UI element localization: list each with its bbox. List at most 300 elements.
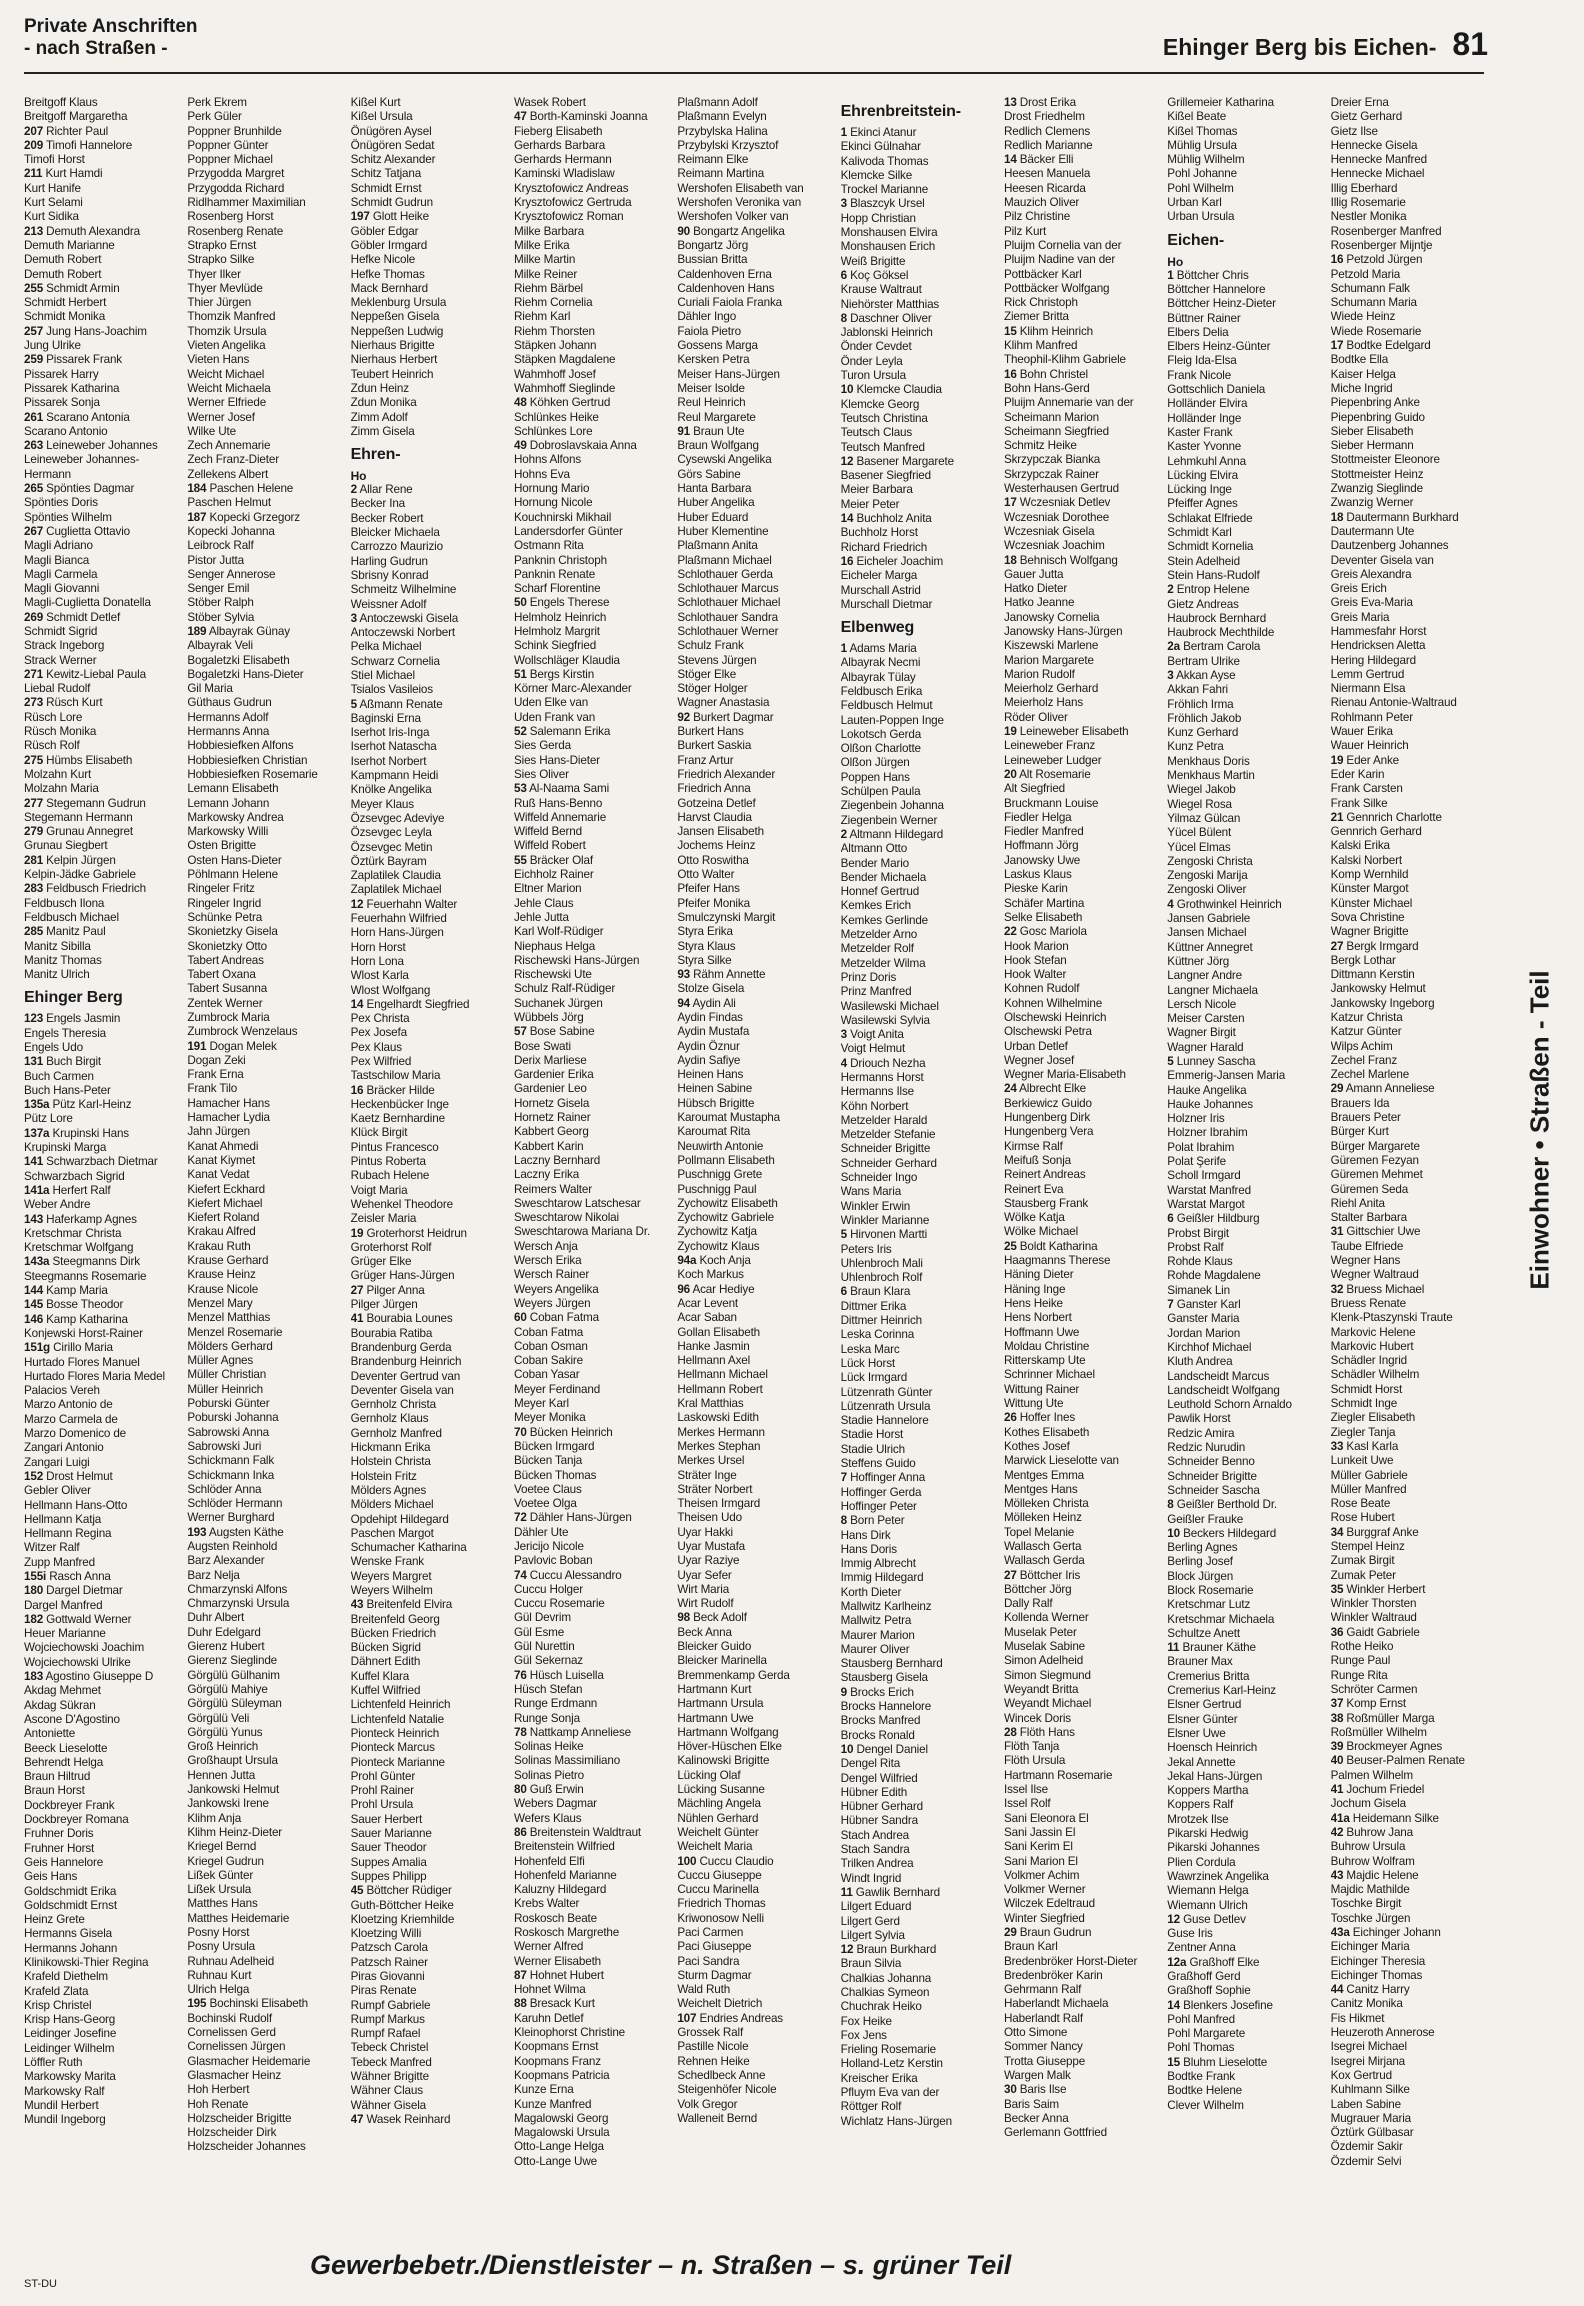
resident-entry: Matthes Heidemarie (187, 1911, 290, 1925)
resident-entry: Hermanns Anna (187, 725, 270, 739)
resident-entry: Moldau Christine (1003, 1339, 1090, 1353)
resident-entry: 7 Hoffinger Anna (840, 1471, 926, 1485)
resident-entry: Koopmans Ernst (513, 2040, 599, 2054)
resident-entry: Dogan Zeki (187, 1053, 246, 1067)
resident-entry: Bender Mario (840, 856, 909, 870)
resident-entry: Schmidt Monika (24, 310, 106, 324)
resident-entry: Guse Iris (1167, 1927, 1213, 1941)
resident-entry: Meier Peter (840, 497, 900, 511)
resident-entry: 107 Endries Andreas (677, 2011, 783, 2025)
resident-entry: Scheimann Marion (1003, 410, 1100, 424)
resident-entry: Ostmann Rita (513, 539, 584, 553)
resident-entry: Matthes Hans (187, 1897, 258, 1911)
house-number: 14 (1167, 1998, 1180, 2012)
resident-entry: Wojciechowski Ulrike (24, 1655, 131, 1669)
resident-entry: Poppner Brunhilde (187, 124, 282, 138)
house-number: 275 (24, 753, 44, 767)
resident-entry: Heuer Marianne (24, 1627, 106, 1641)
resident-entry: Wagner Harald (1167, 1040, 1244, 1054)
resident-entry: Fox Heike (840, 2014, 892, 2028)
resident-entry: Lauten-Poppen Inge (840, 713, 944, 727)
house-number: 6 (1167, 1212, 1174, 1226)
resident-entry: 49 Dobroslavskaia Anna (513, 439, 637, 453)
resident-entry: Grüger Hans-Jürgen (350, 1269, 455, 1283)
resident-entry: Pikarski Johannes (1167, 1841, 1260, 1855)
resident-entry: 8 Geißler Berthold Dr. (1167, 1498, 1278, 1512)
resident-entry: Eicheler Marga (840, 569, 918, 583)
resident-entry: 283 Feldbusch Friedrich (24, 882, 146, 896)
resident-entry: 90 Bongartz Angelika (677, 224, 785, 238)
resident-entry: Wahmhoff Josef (513, 367, 596, 381)
resident-entry: 143a Steegmanns Dirk (24, 1255, 140, 1269)
resident-entry: Pieske Karin (1003, 882, 1068, 896)
resident-entry: Pluijm Cornelia van der (1003, 238, 1122, 252)
resident-entry: 11 Brauner Käthe (1167, 1641, 1256, 1655)
resident-entry: Schedlbeck Anne (677, 2068, 766, 2082)
resident-entry: Kleinophorst Christine (513, 2026, 626, 2040)
resident-entry: Hartmann Wolfgang (677, 1725, 779, 1739)
resident-entry: Wittung Rainer (1003, 1382, 1080, 1396)
resident-entry: Schlothauer Gerda (677, 567, 773, 581)
resident-entry: Wallasch Gerta (1003, 1539, 1082, 1553)
resident-entry: Suppes Philipp (350, 1869, 427, 1883)
resident-entry: Kothes Josef (1003, 1439, 1070, 1453)
resident-entry: Sani Kerim El (1003, 1840, 1073, 1854)
resident-entry: 96 Acar Hediye (677, 1282, 755, 1296)
resident-entry: Önügören Aysel (350, 124, 432, 138)
resident-entry: Rüsch Lore (24, 710, 83, 724)
resident-entry: Zengoski Marija (1167, 869, 1248, 883)
resident-entry: Weichelt Maria (677, 1840, 753, 1854)
resident-entry: Jochum Gisela (1330, 1797, 1406, 1811)
resident-entry: 10 Klemcke Claudia (840, 383, 942, 397)
resident-entry: Fruhner Horst (24, 1841, 95, 1855)
resident-entry: Deventer Gisela van (1330, 553, 1434, 567)
resident-entry: Bücken Tanja (513, 1454, 583, 1468)
resident-entry: Lücking Susanne (677, 1783, 765, 1797)
resident-entry: Stöger Elke (677, 667, 737, 681)
resident-entry: Wirt Maria (677, 1582, 730, 1596)
resident-entry: Riehm Bärbel (513, 281, 583, 295)
resident-entry: Pohl Manfred (1167, 2012, 1236, 2026)
resident-entry: Wczesniak Gisela (1003, 524, 1095, 538)
resident-entry: Feldbusch Ilona (24, 896, 105, 910)
house-number: 43 (1330, 1868, 1344, 1882)
resident-entry: Brauers Peter (1330, 1111, 1401, 1125)
resident-entry: Lilgert Gerd (840, 1914, 900, 1928)
resident-entry: Werner Elisabeth (513, 1954, 602, 1968)
resident-entry: 43a Eichinger Johann (1330, 1926, 1441, 1939)
house-number: 1 (840, 126, 847, 139)
resident-entry: Schlünkes Lore (513, 424, 593, 438)
resident-entry: Menzel Matthias (187, 1311, 271, 1325)
resident-entry: Klemcke Georg (840, 397, 920, 411)
resident-entry: Elbers Delia (1167, 325, 1229, 339)
resident-entry: Knölke Angelika (350, 783, 432, 797)
resident-entry: Hornung Nicole (513, 496, 593, 510)
resident-entry: Lehmkuhl Anna (1167, 454, 1246, 468)
resident-entry: Pawlik Horst (1167, 1412, 1231, 1426)
resident-entry: 24 Albrecht Elke (1003, 1082, 1087, 1096)
resident-entry: Kanat Ahmedi (187, 1139, 259, 1153)
resident-entry: Schwarzbach Sigrid (24, 1169, 125, 1183)
resident-entry: Mölders Agnes (350, 1483, 427, 1497)
resident-entry: Hobbiesiefken Rosemarie (187, 767, 318, 781)
resident-entry: 191 Dogan Melek (187, 1039, 277, 1053)
column-6 (841, 96, 996, 2236)
resident-entry: Perk Güler (187, 110, 242, 124)
resident-entry: Caldenhoven Erna (677, 267, 772, 281)
resident-entry: Breitenfeld Georg (350, 1612, 440, 1626)
resident-entry: Eichholz Rainer (513, 868, 594, 882)
resident-entry: Leibrock Ralf (187, 539, 254, 553)
house-number: 271 (24, 667, 44, 681)
resident-entry: Voetee Claus (513, 1482, 582, 1496)
resident-entry: Kollenda Werner (1003, 1611, 1089, 1625)
resident-entry: 43 Breitenfeld Elvira (350, 1598, 453, 1612)
header-left-subtitle: - nach Straßen - (24, 38, 168, 59)
resident-entry: Wiede Rosemarie (1330, 324, 1422, 338)
house-number: 25 (1003, 1239, 1017, 1253)
resident-entry: Puschnigg Paul (677, 1182, 757, 1196)
resident-entry: Paci Giuseppe (677, 1940, 752, 1954)
resident-entry: Chuchrak Heiko (840, 2000, 922, 2014)
resident-entry: Gossens Marga (677, 339, 758, 353)
resident-entry: Pfluym Eva van der (840, 2086, 940, 2100)
resident-entry: Karoumat Rita (677, 1125, 751, 1139)
resident-entry: Ziegler Tanja (1330, 1425, 1396, 1439)
resident-entry: Manitz Thomas (24, 953, 102, 967)
street-heading: Ehren- (350, 446, 401, 464)
resident-entry: Gerhards Barbara (513, 138, 606, 152)
resident-entry: Hornetz Gisela (513, 1096, 590, 1110)
resident-entry: Pionteck Heinrich (350, 1726, 440, 1740)
resident-entry: Buhrow Ursula (1330, 1840, 1406, 1854)
resident-entry: Menkhaus Doris (1167, 754, 1250, 768)
resident-entry: Wczesniak Joachim (1003, 539, 1105, 553)
resident-entry: 193 Augsten Käthe (187, 1525, 284, 1539)
resident-entry: Akdag Sükran (24, 1698, 96, 1712)
resident-entry: Uhlenbroch Rolf (840, 1271, 923, 1285)
resident-entry: Teutsch Claus (840, 426, 913, 440)
resident-entry: Iserhot Natascha (350, 740, 437, 754)
resident-entry: Flöth Tanja (1003, 1740, 1060, 1754)
resident-entry: Hermanns Horst (840, 1071, 924, 1084)
resident-entry: Kemkes Gerlinde (840, 913, 929, 927)
resident-entry: Sauer Herbert (350, 1812, 423, 1826)
house-number: 12 (840, 1943, 854, 1957)
resident-entry: Merkes Hermann (677, 1425, 765, 1439)
resident-entry: Walleneit Bernd (677, 2111, 758, 2125)
house-number: 29 (1330, 1082, 1344, 1096)
resident-entry: Zumak Birgit (1330, 1554, 1395, 1568)
resident-entry: Hoensch Heinrich (1167, 1741, 1258, 1755)
resident-entry: 4 Grothwinkel Heinrich (1167, 897, 1282, 911)
resident-entry: 74 Cuccu Alessandro (513, 1568, 622, 1582)
resident-entry: Styra Erika (677, 925, 733, 939)
resident-entry: 12a Graßhoff Elke (1167, 1955, 1260, 1969)
resident-entry: Wübbels Jörg (513, 1011, 584, 1024)
resident-entry: Winter Siegfried (1003, 1911, 1085, 1925)
resident-entry: Werner Elfriede (187, 396, 267, 410)
header-left-title: Private Anschriften (24, 16, 198, 37)
resident-entry: Bremmenkamp Gerda (677, 1668, 790, 1682)
resident-entry: Schneider Benno (1167, 1455, 1255, 1469)
resident-entry: Katzur Günter (1330, 1025, 1402, 1039)
resident-entry: Volkmer Achim (1003, 1868, 1080, 1882)
resident-entry: Kohnen Rudolf (1003, 982, 1080, 996)
resident-entry: Hefke Thomas (350, 267, 425, 281)
resident-entry: Schädler Ingrid (1330, 1354, 1407, 1368)
resident-entry: Dockbreyer Frank (24, 1798, 115, 1812)
resident-entry: Opdehipt Hildegard (350, 1512, 449, 1526)
resident-entry: Yücel Bülent (1167, 826, 1232, 840)
resident-entry: Rumpf Gabriele (350, 1998, 431, 2012)
header-range-title: Ehinger Berg bis Eichen- (1162, 34, 1437, 60)
resident-entry: Derix Marliese (513, 1053, 587, 1067)
house-number: 94a (677, 1254, 697, 1268)
resident-entry: Harling Gudrun (350, 554, 428, 568)
resident-entry: Hammesfahr Horst (1330, 624, 1427, 638)
resident-entry: Wargen Malk (1003, 2068, 1071, 2082)
resident-entry: Bredenbröker Karin (1003, 1968, 1103, 1982)
resident-entry: Uhlenbroch Mali (840, 1256, 923, 1270)
resident-entry: 183 Agostino Giuseppe D (24, 1670, 154, 1684)
resident-entry: 36 Gaidt Gabriele (1330, 1625, 1420, 1639)
resident-entry: Heinen Sabine (677, 1082, 753, 1096)
resident-entry: 26 Hoffer Ines (1003, 1411, 1076, 1425)
resident-entry: Pfeifer Monika (677, 896, 750, 910)
resident-entry: 145 Bosse Theodor (24, 1298, 124, 1312)
resident-entry: Kiszewski Marlene (1003, 639, 1099, 653)
resident-entry: Issel Ilse (1003, 1783, 1048, 1797)
resident-entry: 19 Leineweber Elisabeth (1003, 725, 1129, 739)
resident-entry: Milke Barbara (513, 224, 585, 238)
resident-entry: 4 Driouch Nezha (840, 1056, 926, 1070)
resident-entry: Schäfer Martina (1003, 896, 1085, 910)
resident-entry: Schlothauer Werner (677, 624, 779, 638)
resident-entry: Weiß Brigitte (840, 254, 906, 268)
resident-entry: Otto Roswitha (677, 853, 749, 867)
resident-entry: Mugrauer Maria (1330, 2111, 1412, 2125)
resident-entry: Wagner Birgit (1167, 1026, 1236, 1040)
resident-entry: 14 Engelhardt Siegfried (350, 997, 470, 1011)
resident-entry: Coban Fatma (513, 1325, 584, 1339)
resident-entry: Hübner Edith (840, 1785, 908, 1799)
house-number: 3 (1167, 668, 1174, 682)
resident-entry: Häning Dieter (1003, 1268, 1074, 1282)
resident-entry: Holzscheider Johannes (187, 2140, 306, 2154)
resident-entry: Redlich Marianne (1003, 138, 1093, 152)
resident-entry: Hohnet Wilma (513, 1983, 586, 1997)
resident-entry: Ruhnau Kurt (187, 1968, 252, 1982)
house-number: 80 (513, 1783, 527, 1797)
side-tab (1520, 970, 1560, 1290)
resident-entry: Hatko Jeanne (1003, 596, 1075, 610)
resident-entry: Olschewski Petra (1003, 1025, 1092, 1039)
resident-entry: Kretschmar Lutz (1167, 1598, 1251, 1612)
house-number: 86 (513, 1825, 527, 1839)
resident-entry: Hoh Herbert (187, 2083, 250, 2097)
resident-entry: Lichtenfeld Heinrich (350, 1698, 451, 1712)
resident-entry: Pissarek Katharina (24, 381, 120, 395)
house-number: 94 (677, 996, 691, 1010)
resident-entry: Schmidt Herbert (24, 296, 107, 310)
resident-entry: Bleicker Guido (677, 1640, 752, 1654)
resident-entry: Kiefert Roland (187, 1211, 260, 1225)
resident-entry: Hans Doris (840, 1542, 897, 1556)
resident-entry: Großhaupt Ursula (187, 1754, 278, 1768)
resident-entry: Wersch Rainer (513, 1268, 590, 1282)
resident-entry: 189 Albayrak Günay (187, 624, 290, 638)
resident-entry: Stein Adelheid (1167, 554, 1240, 568)
house-number: 273 (24, 696, 44, 710)
resident-entry: Krebs Walter (513, 1897, 580, 1911)
resident-entry: Hermanns Johann (24, 1941, 118, 1955)
resident-entry: Leineweber Ludger (1003, 753, 1102, 767)
resident-entry: Strapko Ernst (187, 238, 257, 252)
resident-entry: Piepenbring Guido (1330, 410, 1425, 424)
house-number: 279 (24, 825, 44, 839)
resident-entry: 275 Hümbs Elisabeth (24, 753, 133, 767)
resident-entry: Kißel Ursula (350, 110, 413, 124)
house-number: 2a (1167, 640, 1180, 654)
resident-entry: Wegner Waltraud (1330, 1268, 1419, 1282)
resident-entry: Metzelder Arno (840, 928, 918, 942)
resident-entry: Klenk-Ptaszynski Traute (1330, 1311, 1453, 1325)
resident-entry: Schmidt Ernst (350, 181, 422, 195)
resident-entry: Langner Michaela (1167, 983, 1258, 997)
resident-entry: Manitz Ulrich (24, 968, 90, 982)
resident-entry: Sies Gerda (513, 739, 571, 753)
resident-entry: Burkert Saskia (677, 739, 752, 753)
resident-entry: Gardenier Erika (513, 1068, 594, 1082)
resident-entry: Baginski Erna (350, 711, 421, 725)
resident-entry: Stach Andrea (840, 1828, 910, 1842)
resident-entry: Janowsky Hans-Jürgen (1003, 624, 1123, 638)
resident-entry: Pöhlmann Helene (187, 868, 278, 882)
resident-entry: Honnef Gertrud (840, 885, 920, 899)
resident-entry: 2 Altmann Hildegard (840, 827, 944, 841)
resident-entry: Yilmaz Gülcan (1167, 811, 1241, 825)
house-number: 267 (24, 524, 44, 538)
resident-entry: Antoniette (24, 1727, 76, 1741)
resident-entry: Laczny Bernhard (513, 1153, 601, 1167)
resident-entry: Wersch Erika (513, 1254, 582, 1268)
resident-entry: Hellmann Robert (677, 1382, 763, 1396)
resident-entry: Jablonski Heinrich (840, 326, 933, 340)
house-number: 11 (840, 1885, 853, 1899)
resident-entry: Leineweber Franz (1003, 739, 1096, 753)
resident-entry: 269 Schmidt Detlef (24, 610, 121, 624)
house-number: 26 (1003, 1411, 1017, 1425)
resident-entry: 27 Bergk Irmgard (1330, 939, 1419, 953)
house-number: 269 (24, 610, 44, 624)
resident-entry: Klihm Manfred (1003, 339, 1078, 353)
resident-entry: Senger Annerose (187, 567, 276, 581)
resident-entry: 98 Beck Adolf (677, 1611, 747, 1625)
resident-entry: Bongartz Jörg (677, 238, 749, 252)
resident-entry: Geis Hans (24, 1870, 78, 1884)
house-number: 35 (1330, 1582, 1344, 1596)
resident-entry: 35 Winkler Herbert (1330, 1582, 1426, 1596)
resident-entry: Pilz Kurt (1003, 224, 1047, 238)
house-number: 263 (24, 439, 44, 453)
resident-entry: 5 Hirvonen Martti (840, 1228, 928, 1242)
resident-entry: Koppers Martha (1167, 1784, 1249, 1798)
resident-entry: Gehrmann Ralf (1003, 1983, 1082, 1997)
resident-entry: Grunau Siegbert (24, 839, 108, 853)
house-number: 87 (513, 1968, 527, 1982)
resident-entry: Görs Sabine (677, 467, 741, 481)
house-number: 41 (350, 1312, 364, 1326)
resident-entry: Bürger Kurt (1330, 1125, 1389, 1139)
resident-entry: Grillemeier Katharina (1167, 96, 1274, 109)
resident-entry: Elsner Uwe (1167, 1726, 1226, 1740)
resident-entry: Winkler Marianne (840, 1213, 930, 1227)
resident-entry: Rose Beate (1330, 1497, 1391, 1511)
resident-entry: Ritterskamp Ute (1003, 1354, 1086, 1368)
resident-entry: Kampmann Heidi (350, 769, 439, 783)
resident-entry: 146 Kamp Katharina (24, 1312, 128, 1326)
house-number: 141 (24, 1155, 44, 1169)
resident-entry: Hellmann Katja (24, 1512, 102, 1526)
resident-entry: Lemm Gertrud (1330, 667, 1405, 681)
resident-entry: Hornung Mario (513, 482, 590, 496)
resident-entry: Rosenberger Mijntje (1330, 238, 1433, 252)
resident-entry: Holstein Christa (350, 1455, 431, 1469)
house-number: 15 (1003, 324, 1017, 338)
resident-entry: Nühlen Gerhard (677, 1811, 759, 1825)
resident-entry: Schumacher Katharina (350, 1541, 467, 1555)
resident-entry: Hurtado Flores Maria Medel (24, 1369, 165, 1383)
resident-entry: Duhr Edelgard (187, 1625, 261, 1639)
resident-entry: Manitz Sibilla (24, 939, 91, 953)
resident-entry: Winkler Erwin (840, 1199, 911, 1213)
resident-entry: Mentges Emma (1003, 1468, 1085, 1482)
resident-entry: Feldbusch Michael (24, 910, 119, 924)
resident-entry: Schröter Carmen (1330, 1682, 1418, 1696)
resident-entry: Pilz Christine (1003, 210, 1071, 224)
street-heading: Ehrenbreitstein- (840, 103, 961, 120)
resident-entry: Wauer Erika (1330, 725, 1393, 739)
resident-entry: 135a Pütz Karl-Heinz (24, 1098, 132, 1112)
resident-entry: Wlost Karla (350, 969, 409, 983)
resident-entry: 17 Wczesniak Detlev (1003, 496, 1111, 510)
resident-entry: Plaßmann Michael (677, 553, 772, 567)
resident-entry: Wegner Maria-Elisabeth (1003, 1068, 1126, 1082)
house-number: 51 (513, 667, 527, 681)
resident-entry: Friedrich Alexander (677, 767, 776, 781)
side-label: Einwohner • Straßen - Teil (1524, 970, 1555, 1290)
resident-entry: Richard Friedrich (840, 540, 928, 554)
resident-entry: Markowsky Ralf (24, 2084, 105, 2098)
resident-entry: Wans Maria (840, 1185, 902, 1199)
resident-entry: Hartmann Kurt (677, 1682, 752, 1696)
resident-entry: Paschen Helmut (187, 496, 271, 510)
house-number: 1 (840, 642, 847, 656)
resident-entry: Schmidt Kornelia (1167, 540, 1254, 554)
resident-entry: 27 Böttcher Iris (1003, 1568, 1081, 1582)
resident-entry: Langner Andre (1167, 969, 1243, 983)
resident-entry: Geißler Frauke (1167, 1512, 1244, 1526)
resident-entry: Probst Ralf (1167, 1240, 1224, 1254)
resident-entry: Zangari Antonio (24, 1441, 104, 1455)
resident-entry: Magli Carmela (24, 567, 98, 581)
resident-entry: Spönties Doris (24, 496, 98, 510)
resident-entry: Chalkias Symeon (840, 1986, 930, 1999)
house-number: 211 (24, 167, 43, 181)
